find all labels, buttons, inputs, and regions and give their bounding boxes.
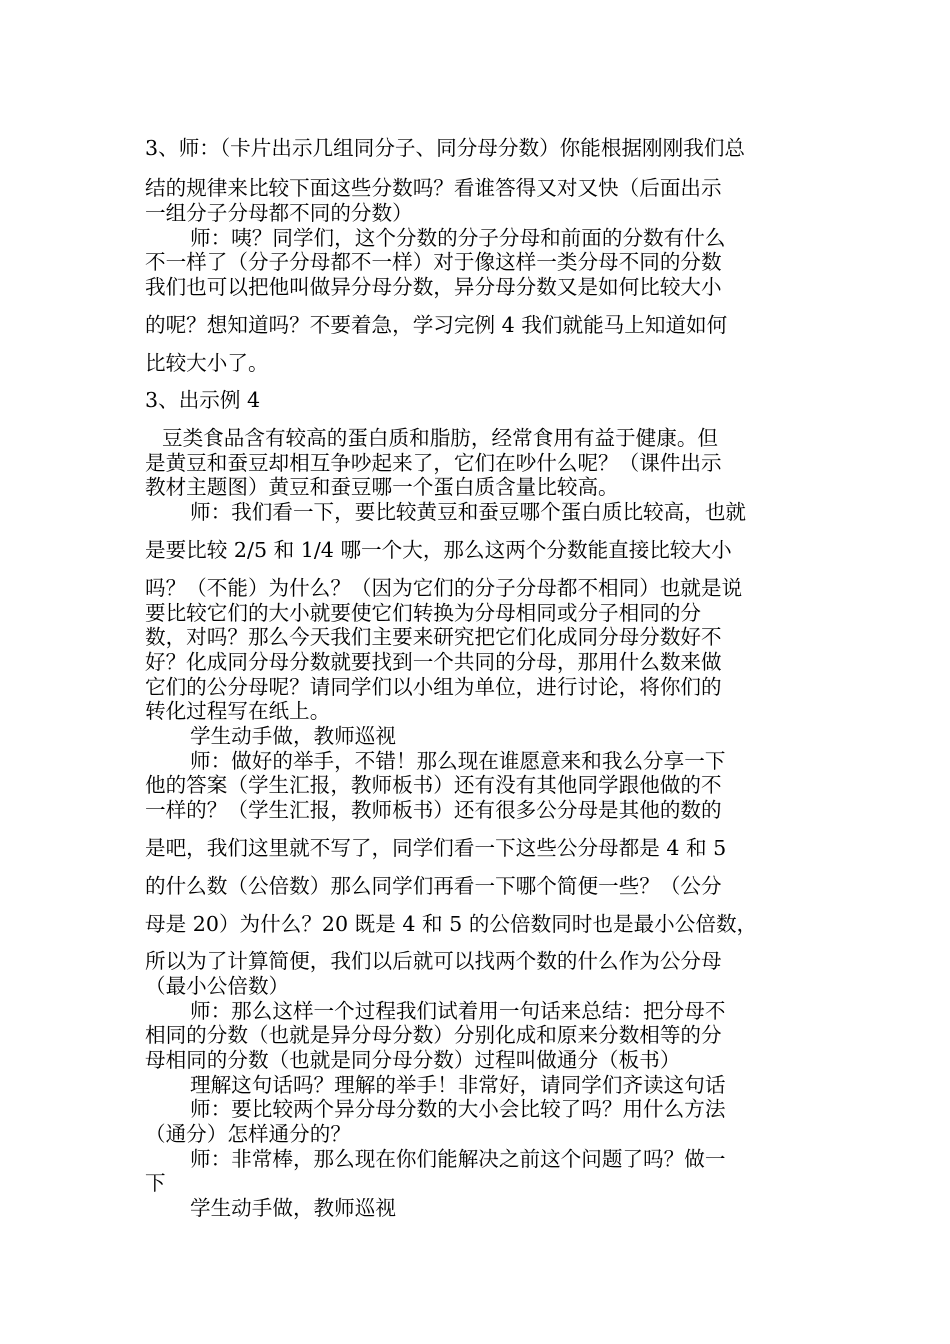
text-line: 好？化成同分母分数就要找到一个共同的分母，那用什么数来做 bbox=[145, 650, 722, 674]
text-line: 师：咦？同学们，这个分数的分子分母和前面的分数有什么 bbox=[190, 226, 726, 250]
text-line: 比较大小了。 bbox=[145, 351, 269, 375]
text-line: 转化过程写在纸上。 bbox=[145, 699, 331, 723]
text-line: 它们的公分母呢？请同学们以小组为单位，进行讨论，将你们的 bbox=[145, 675, 722, 699]
text-line: 师：做好的举手，不错！那么现在谁愿意来和我么分享一下 bbox=[190, 749, 726, 773]
text-line: 相同的分数（也就是异分母分数）分别化成和原来分数相等的分 bbox=[145, 1023, 722, 1047]
text-line: 我们也可以把他叫做异分母分数，异分母分数又是如何比较大小 bbox=[145, 275, 722, 299]
text-line: 3、师：（卡片出示几组同分子、同分母分数）你能根据刚刚我们总 bbox=[145, 136, 746, 160]
text-line: 的什么数（公倍数）那么同学们再看一下哪个简便一些？（公分 bbox=[145, 874, 722, 898]
text-line: 所以为了计算简便，我们以后就可以找两个数的什么作为公分母 bbox=[145, 949, 722, 973]
section-heading: 3、出示例 4 bbox=[145, 388, 261, 412]
text-line: 师：那么这样一个过程我们试着用一句话来总结：把分母不 bbox=[190, 999, 726, 1023]
text-line: 是黄豆和蚕豆却相互争吵起来了，它们在吵什么呢？（课件出示 bbox=[145, 451, 722, 475]
text-line: 数，对吗？那么今天我们主要来研究把它们化成同分母分数好不 bbox=[145, 625, 722, 649]
text-line: 他的答案（学生汇报，教师板书）还有没有其他同学跟他做的不 bbox=[145, 773, 722, 797]
text-line: 母是 20）为什么？20 既是 4 和 5 的公倍数同时也是最小公倍数， bbox=[145, 912, 758, 936]
text-line: 的呢？想知道吗？不要着急，学习完例 4 我们就能马上知道如何 bbox=[145, 313, 728, 337]
text-line: 一组分子分母都不同的分数） bbox=[145, 201, 413, 225]
text-line: 是要比较 2/5 和 1/4 哪一个大，那么这两个分数能直接比较大小 bbox=[145, 538, 732, 562]
text-line: 母相同的分数（也就是同分母分数）过程叫做通分（板书） bbox=[145, 1048, 681, 1072]
text-line: 是吧，我们这里就不写了，同学们看一下这些公分母都是 4 和 5 bbox=[145, 836, 727, 860]
text-line: 下 bbox=[145, 1171, 166, 1195]
text-line: 豆类食品含有较高的蛋白质和脂肪，经常食用有益于健康。但 bbox=[162, 426, 719, 450]
text-line: 教材主题图）黄豆和蚕豆哪一个蛋白质含量比较高。 bbox=[145, 475, 619, 499]
text-line: 理解这句话吗？理解的举手！非常好，请同学们齐读这句话 bbox=[190, 1073, 726, 1097]
text-line: 不一样了（分子分母都不一样）对于像这样一类分母不同的分数 bbox=[145, 250, 722, 274]
text-line: 师：非常棒，那么现在你们能解决之前这个问题了吗？做一 bbox=[190, 1147, 726, 1171]
text-line: 师：我们看一下，要比较黄豆和蚕豆哪个蛋白质比较高，也就 bbox=[190, 500, 747, 524]
text-line: 学生动手做，教师巡视 bbox=[190, 724, 396, 748]
text-line: （通分）怎样通分的？ bbox=[145, 1122, 351, 1146]
text-line: 吗？（不能）为什么？（因为它们的分子分母都不相同）也就是说 bbox=[145, 576, 743, 600]
text-line: 师：要比较两个异分母分数的大小会比较了吗？用什么方法 bbox=[190, 1097, 726, 1121]
text-line: 学生动手做，教师巡视 bbox=[190, 1196, 396, 1220]
text-line: 一样的？（学生汇报，教师板书）还有很多公分母是其他的数的 bbox=[145, 798, 722, 822]
text-line: （最小公倍数） bbox=[145, 974, 290, 998]
text-line: 结的规律来比较下面这些分数吗？看谁答得又对又快（后面出示 bbox=[145, 176, 722, 200]
text-line: 要比较它们的大小就要使它们转换为分母相同或分子相同的分 bbox=[145, 601, 702, 625]
